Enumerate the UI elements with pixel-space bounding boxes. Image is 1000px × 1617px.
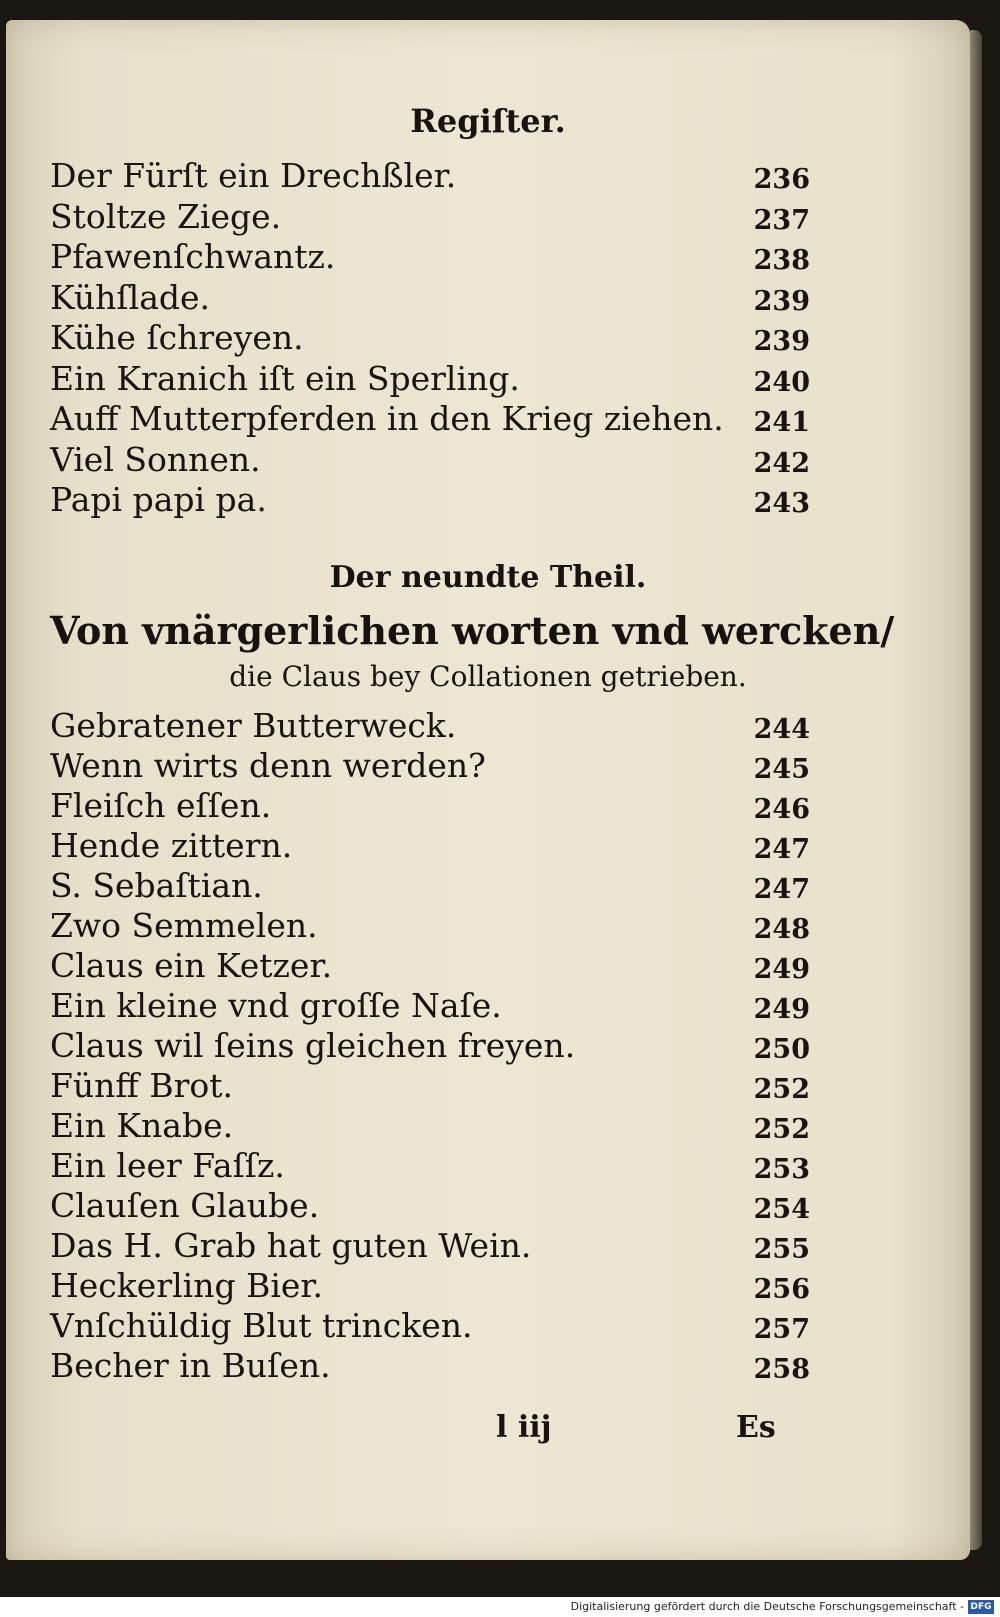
entry-title: Clauſen Glaube. xyxy=(50,1186,320,1225)
entry-title: Papi papi pa. xyxy=(50,480,267,519)
entry-title: S. Sebaſtian. xyxy=(50,866,263,905)
entry-page-number: 238 xyxy=(753,245,810,276)
running-head: Regiſter. xyxy=(410,102,566,140)
entry-page-number: 249 xyxy=(753,994,810,1025)
entry-page-number: 237 xyxy=(753,204,810,236)
register-entry xyxy=(50,906,810,946)
section-heading: Der neundte Theil. xyxy=(329,560,647,595)
entry-page-number: 247 xyxy=(753,834,810,865)
register-entry xyxy=(50,1146,810,1186)
register-entry xyxy=(50,318,810,358)
entry-page-number: 255 xyxy=(753,1234,810,1265)
entry-page-number: 243 xyxy=(753,488,810,519)
dfg-logo-icon: DFG xyxy=(968,1600,994,1614)
entry-title: Hende zittern. xyxy=(50,826,293,865)
register-entry xyxy=(50,1186,810,1226)
entry-title: Gebratener Butterweck. xyxy=(50,706,457,745)
register-entry xyxy=(50,1066,810,1106)
entry-page-number: 241 xyxy=(753,407,810,438)
register-entry xyxy=(50,1226,810,1266)
register-entry xyxy=(50,746,810,786)
book-page xyxy=(6,20,970,1560)
entry-title: Ein kleine vnd groſſe Naſe. xyxy=(50,986,502,1025)
entry-title: Viel Sonnen. xyxy=(50,439,261,479)
entry-title: Ein Knabe. xyxy=(50,1106,234,1145)
register-entry xyxy=(50,1306,810,1346)
entry-page-number: 236 xyxy=(753,164,810,195)
page-edge xyxy=(970,30,982,1550)
entry-title: Kühe ſchreyen. xyxy=(50,318,304,357)
register-entry xyxy=(50,278,810,318)
register-entry xyxy=(50,1266,810,1306)
register-entry xyxy=(50,197,810,237)
entry-title: Wenn wirts denn werden? xyxy=(50,746,486,785)
entry-title: Claus ein Ketzer. xyxy=(50,946,333,985)
digitization-footer xyxy=(0,1597,1000,1617)
entry-title: Fünff Brot. xyxy=(50,1066,233,1105)
entry-page-number: 247 xyxy=(753,874,810,905)
register-entry xyxy=(50,156,810,196)
register-entry xyxy=(50,826,810,866)
entry-page-number: 254 xyxy=(753,1194,810,1225)
entry-title: Pfawenſchwantz. xyxy=(50,237,336,276)
entry-page-number: 240 xyxy=(753,366,810,398)
entry-page-number: 252 xyxy=(753,1114,810,1145)
entry-title: Ein leer Faſſz. xyxy=(50,1146,285,1185)
entry-page-number: 239 xyxy=(753,285,810,317)
entry-title: Stoltze Ziege. xyxy=(50,196,282,236)
entry-title: Ein Kranich iſt ein Sperling. xyxy=(50,358,520,398)
entry-title: Zwo Semmelen. xyxy=(50,906,318,945)
section-subtitle: die Claus bey Collationen getrieben. xyxy=(229,660,747,693)
register-entry xyxy=(50,399,810,439)
register-entry xyxy=(50,986,810,1026)
register-entry xyxy=(50,480,810,520)
entry-page-number: 257 xyxy=(753,1314,810,1345)
entry-title: Claus wil ſeins gleichen freyen. xyxy=(50,1026,576,1065)
entry-title: Fleiſch eſſen. xyxy=(50,786,272,825)
entry-title: Das H. Grab hat guten Wein. xyxy=(50,1226,532,1265)
entry-page-number: 239 xyxy=(753,326,810,357)
register-entry xyxy=(50,706,810,746)
entry-page-number: 249 xyxy=(753,954,810,985)
register-entry xyxy=(50,786,810,826)
entry-title: Vnſchüldig Blut trincken. xyxy=(50,1306,473,1345)
register-entry xyxy=(50,1346,810,1386)
entry-page-number: 245 xyxy=(753,754,810,785)
entry-title: Heckerling Bier. xyxy=(50,1266,324,1305)
section-title: Von vnärgerlichen worten vnd wercken/ xyxy=(50,608,895,653)
register-entry xyxy=(50,1106,810,1146)
register-entry xyxy=(50,1026,810,1066)
entry-page-number: 244 xyxy=(753,714,810,745)
entry-title: Auff Mutterpferden in den Krieg ziehen. xyxy=(50,399,724,438)
signature-mark: l iij xyxy=(496,1410,552,1445)
register-entry xyxy=(50,946,810,986)
entry-title: Der Fürſt ein Drechßler. xyxy=(50,156,457,195)
entry-page-number: 242 xyxy=(753,447,810,479)
entry-page-number: 256 xyxy=(753,1274,810,1305)
entry-page-number: 253 xyxy=(753,1154,810,1185)
register-entry xyxy=(50,359,810,399)
page-foot xyxy=(6,1410,970,1450)
entry-page-number: 248 xyxy=(753,914,810,945)
register-entry xyxy=(50,237,810,277)
register-entry xyxy=(50,440,810,480)
register-entry xyxy=(50,866,810,906)
entry-page-number: 250 xyxy=(753,1034,810,1065)
entry-page-number: 246 xyxy=(753,794,810,825)
entry-page-number: 252 xyxy=(753,1074,810,1105)
entry-page-number: 258 xyxy=(753,1354,810,1385)
entry-title: Becher in Buſen. xyxy=(50,1346,331,1385)
entry-title: Kühſlade. xyxy=(50,277,211,317)
footer-text: Digitalisierung gefördert durch die Deutsche Forschungsgemeinschaft - xyxy=(570,1600,964,1613)
catchword: Es xyxy=(736,1410,776,1445)
